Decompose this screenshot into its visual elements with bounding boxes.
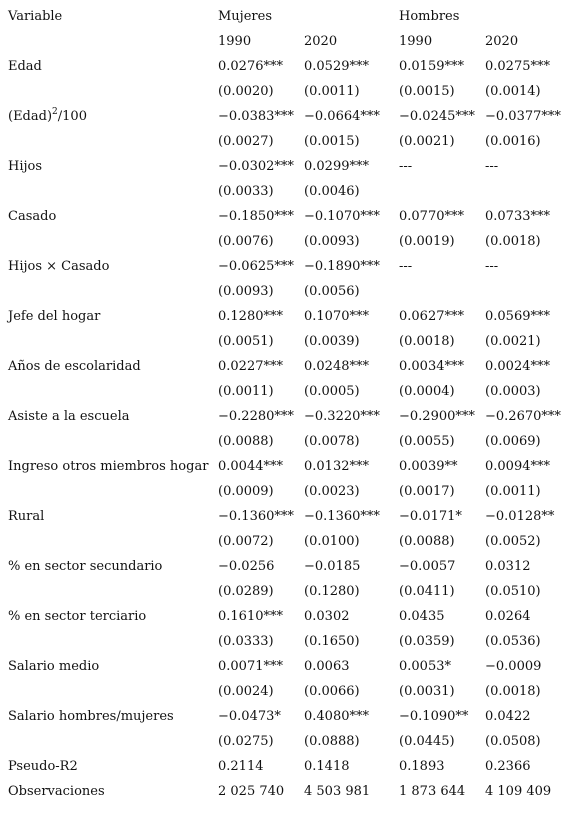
coefficient-cell: −0.1360***	[218, 509, 294, 524]
variable-label	[8, 504, 44, 529]
coef-row	[0, 654, 570, 679]
label-suffix: /100	[57, 109, 87, 124]
variable-label	[8, 304, 100, 329]
coef-row	[0, 554, 570, 579]
footer-label: Observaciones	[8, 784, 105, 799]
std-error-cell: (0.0411)	[399, 584, 455, 599]
std-error-cell: (0.0021)	[399, 134, 455, 149]
std-error-cell: (0.0076)	[218, 234, 274, 249]
coefficient-cell: ---	[485, 159, 499, 174]
std-error-cell: (0.0027)	[218, 134, 274, 149]
variable-name: Ingreso otros miembros hogar	[8, 459, 209, 474]
coefficient-cell: −0.0664***	[304, 109, 380, 124]
coefficient-cell: 0.0275***	[485, 59, 550, 74]
std-error-cell: (0.0024)	[218, 684, 274, 699]
header-year: 1990	[399, 34, 433, 49]
variable-label	[8, 654, 99, 679]
std-error-cell: (0.0093)	[218, 284, 274, 299]
variable-label	[8, 204, 56, 229]
se-row	[0, 629, 570, 654]
se-row	[0, 579, 570, 604]
std-error-cell: (0.1280)	[304, 584, 360, 599]
std-error-cell: (0.0018)	[485, 234, 541, 249]
variable-name: Casado	[8, 209, 57, 224]
std-error-cell: (0.0017)	[399, 484, 455, 499]
header-hombres: Hombres	[399, 9, 460, 24]
coefficient-cell: 0.1070***	[304, 309, 369, 324]
coefficient-cell: −0.0171*	[399, 509, 462, 524]
std-error-cell: (0.0011)	[218, 384, 274, 399]
coefficient-cell: 0.0435	[399, 609, 445, 624]
coefficient-cell: 0.0159***	[399, 59, 464, 74]
header-variable: Variable	[8, 9, 63, 24]
footer-value: 4 503 981	[304, 784, 371, 799]
se-row	[0, 179, 570, 204]
coefficient-cell: 0.0299***	[304, 159, 369, 174]
std-error-cell: (0.0055)	[399, 434, 455, 449]
coefficient-cell: 0.0733***	[485, 209, 550, 224]
std-error-cell: (0.0023)	[304, 484, 360, 499]
se-row	[0, 679, 570, 704]
std-error-cell: (0.0020)	[218, 84, 274, 99]
coefficient-cell: 0.0302	[304, 609, 350, 624]
variable-name: Asiste a la escuela	[8, 409, 130, 424]
std-error-cell: (0.0015)	[304, 134, 360, 149]
coefficient-cell: −0.3220***	[304, 409, 380, 424]
coefficient-cell: −0.2900***	[399, 409, 475, 424]
coefficient-cell: 0.0569***	[485, 309, 550, 324]
variable-name: Edad	[8, 59, 42, 74]
std-error-cell: (0.0051)	[218, 334, 274, 349]
se-row	[0, 279, 570, 304]
variable-name: Hijos × Casado	[8, 259, 110, 274]
std-error-cell: (0.0031)	[399, 684, 455, 699]
se-row	[0, 129, 570, 154]
coef-row	[0, 304, 570, 329]
std-error-cell: (0.0005)	[304, 384, 360, 399]
std-error-cell: (0.0088)	[399, 534, 455, 549]
header-row-years	[0, 29, 570, 54]
se-row	[0, 429, 570, 454]
std-error-cell: (0.0445)	[399, 734, 455, 749]
header-row-groups	[0, 4, 570, 29]
variable-name: (Edad)	[8, 109, 53, 124]
coefficient-cell: 0.0627***	[399, 309, 464, 324]
footer-value: 0.2114	[218, 759, 264, 774]
coefficient-cell: −0.1890***	[304, 259, 380, 274]
coefficient-cell: 0.0422	[485, 709, 531, 724]
se-row	[0, 79, 570, 104]
coefficient-cell: 0.0264	[485, 609, 531, 624]
coefficient-cell: −0.0473*	[218, 709, 281, 724]
header-year: 2020	[485, 34, 519, 49]
std-error-cell: (0.0888)	[304, 734, 360, 749]
variable-label	[8, 704, 174, 729]
footer-row	[0, 754, 570, 779]
variable-label	[8, 154, 42, 179]
coefficient-cell: −0.0625***	[218, 259, 294, 274]
coefficient-cell: ---	[485, 259, 499, 274]
footer-value: 2 025 740	[218, 784, 285, 799]
coefficient-cell: 0.0227***	[218, 359, 283, 374]
variable-label	[8, 54, 42, 79]
se-row	[0, 329, 570, 354]
variable-name: Rural	[8, 509, 45, 524]
coefficient-cell: −0.0245***	[399, 109, 475, 124]
coefficient-cell: 0.1280***	[218, 309, 283, 324]
std-error-cell: (0.0016)	[485, 134, 541, 149]
variable-name: % en sector secundario	[8, 559, 163, 574]
coefficient-cell: 0.0132***	[304, 459, 369, 474]
se-row	[0, 229, 570, 254]
variable-name: Años de escolaridad	[8, 359, 141, 374]
std-error-cell: (0.0018)	[399, 334, 455, 349]
variable-name: Salario hombres/mujeres	[8, 709, 174, 724]
std-error-cell: (0.0508)	[485, 734, 541, 749]
footer-value: 0.1893	[399, 759, 445, 774]
coefficient-cell: ---	[399, 259, 413, 274]
std-error-cell: (0.0088)	[218, 434, 274, 449]
coefficient-cell: −0.1850***	[218, 209, 294, 224]
variable-label	[8, 454, 208, 479]
coefficient-cell: 0.0024***	[485, 359, 550, 374]
coefficient-cell: −0.0128**	[485, 509, 555, 524]
coefficient-cell: 0.0039**	[399, 459, 458, 474]
footer-value: 1 873 644	[399, 784, 466, 799]
std-error-cell: (0.0052)	[485, 534, 541, 549]
std-error-cell: (0.0510)	[485, 584, 541, 599]
footer-value: 0.2366	[485, 759, 531, 774]
coef-row	[0, 504, 570, 529]
coefficient-cell: −0.0377***	[485, 109, 561, 124]
std-error-cell: (0.0015)	[399, 84, 455, 99]
std-error-cell: (0.0072)	[218, 534, 274, 549]
coefficient-cell: −0.0009	[485, 659, 542, 674]
std-error-cell: (0.0014)	[485, 84, 541, 99]
coefficient-cell: −0.0302***	[218, 159, 294, 174]
std-error-cell: (0.0039)	[304, 334, 360, 349]
coefficient-cell: −0.0383***	[218, 109, 294, 124]
coefficient-cell: 0.0529***	[304, 59, 369, 74]
variable-label	[8, 554, 162, 579]
coefficient-cell: −0.0185	[304, 559, 361, 574]
footer-value: 4 109 409	[485, 784, 552, 799]
coefficient-cell: 0.0248***	[304, 359, 369, 374]
coefficient-cell: −0.1090**	[399, 709, 469, 724]
coefficient-cell: 0.0034***	[399, 359, 464, 374]
footer-value: 0.1418	[304, 759, 350, 774]
std-error-cell: (0.0333)	[218, 634, 274, 649]
std-error-cell: (0.0359)	[399, 634, 455, 649]
std-error-cell: (0.0093)	[304, 234, 360, 249]
std-error-cell: (0.0069)	[485, 434, 541, 449]
std-error-cell: (0.0019)	[399, 234, 455, 249]
std-error-cell: (0.0003)	[485, 384, 541, 399]
coefficient-cell: −0.1070***	[304, 209, 380, 224]
std-error-cell: (0.0536)	[485, 634, 541, 649]
std-error-cell: (0.1650)	[304, 634, 360, 649]
coefficient-cell: 0.0063	[304, 659, 350, 674]
variable-label	[8, 104, 87, 129]
std-error-cell: (0.0011)	[304, 84, 360, 99]
coefficient-cell: 0.1610***	[218, 609, 283, 624]
std-error-cell: (0.0056)	[304, 284, 360, 299]
variable-label	[8, 404, 129, 429]
header-year: 1990	[218, 34, 252, 49]
se-row	[0, 729, 570, 754]
header-year: 2020	[304, 34, 338, 49]
coefficient-cell: 0.0053*	[399, 659, 451, 674]
coef-row	[0, 704, 570, 729]
se-row	[0, 479, 570, 504]
footer-label: Pseudo-R2	[8, 759, 78, 774]
std-error-cell: (0.0021)	[485, 334, 541, 349]
coefficient-cell: 0.0276***	[218, 59, 283, 74]
std-error-cell: (0.0289)	[218, 584, 274, 599]
variable-label	[8, 604, 146, 629]
coefficient-cell: 0.0312	[485, 559, 531, 574]
coefficient-cell: 0.0071***	[218, 659, 283, 674]
std-error-cell: (0.0100)	[304, 534, 360, 549]
header-mujeres: Mujeres	[218, 9, 272, 24]
variable-name: Jefe del hogar	[8, 309, 101, 324]
coef-row	[0, 104, 570, 129]
coef-row	[0, 204, 570, 229]
coef-row	[0, 454, 570, 479]
variable-label	[8, 254, 109, 279]
variable-name: Salario medio	[8, 659, 100, 674]
std-error-cell: (0.0033)	[218, 184, 274, 199]
std-error-cell: (0.0078)	[304, 434, 360, 449]
coef-row	[0, 354, 570, 379]
se-row	[0, 379, 570, 404]
std-error-cell: (0.0018)	[485, 684, 541, 699]
coefficient-cell: −0.2280***	[218, 409, 294, 424]
std-error-cell: (0.0046)	[304, 184, 360, 199]
coef-row	[0, 254, 570, 279]
std-error-cell: (0.0004)	[399, 384, 455, 399]
coef-row	[0, 604, 570, 629]
std-error-cell: (0.0275)	[218, 734, 274, 749]
coef-row	[0, 54, 570, 79]
coefficient-cell: 0.4080***	[304, 709, 369, 724]
footer-row	[0, 779, 570, 804]
coefficient-cell: 0.0094***	[485, 459, 550, 474]
label-superscript: 2	[52, 107, 58, 117]
std-error-cell: (0.0066)	[304, 684, 360, 699]
coefficient-cell: ---	[399, 159, 413, 174]
se-row	[0, 529, 570, 554]
coefficient-cell: −0.1360***	[304, 509, 380, 524]
std-error-cell: (0.0011)	[485, 484, 541, 499]
coef-row	[0, 404, 570, 429]
variable-label	[8, 354, 141, 379]
coefficient-cell: −0.0256	[218, 559, 275, 574]
variable-name: Hijos	[8, 159, 43, 174]
coefficient-cell: −0.2670***	[485, 409, 561, 424]
std-error-cell: (0.0009)	[218, 484, 274, 499]
coefficient-cell: 0.0770***	[399, 209, 464, 224]
variable-name: % en sector terciario	[8, 609, 147, 624]
coefficient-cell: 0.0044***	[218, 459, 283, 474]
coefficient-cell: −0.0057	[399, 559, 456, 574]
coef-row	[0, 154, 570, 179]
